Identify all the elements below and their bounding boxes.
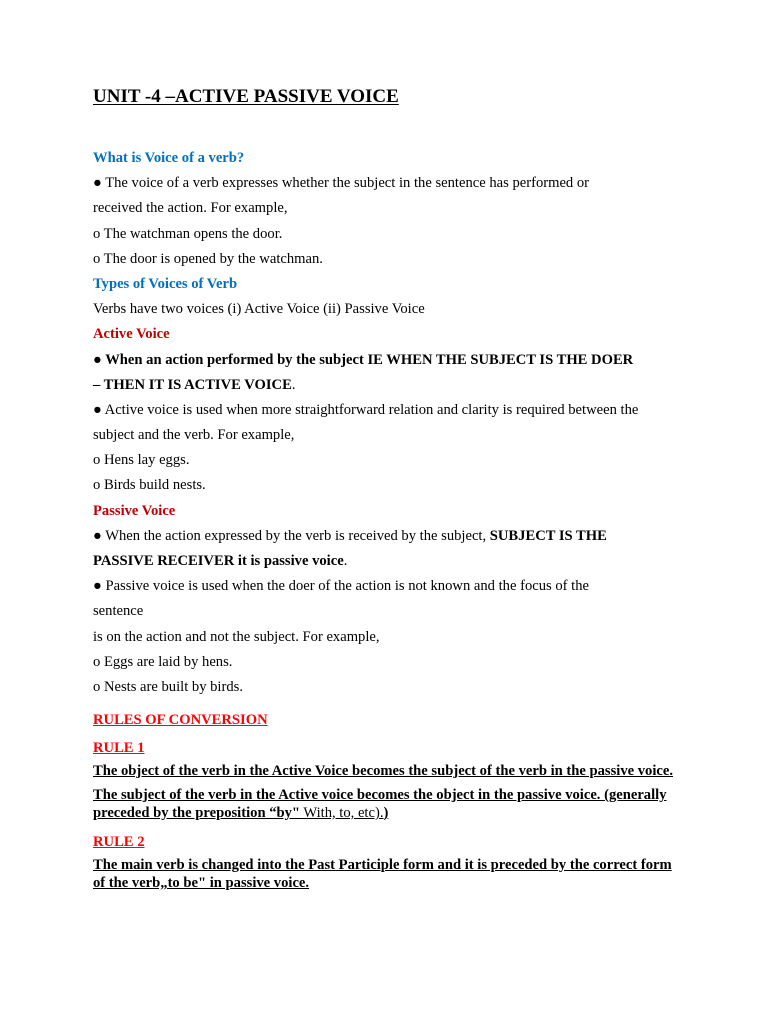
rule-1-paragraph-1: The object of the verb in the Active Voice becomes the subject of the verb in the passive voice. [93, 763, 674, 779]
rule-1-paragraph-2 [93, 786, 683, 822]
voice-definition-line-1: ● The voice of a verb expresses whether the subject in the sentence has performed or [93, 175, 590, 192]
passive-bullet-2-line-3: is on the action and not the subject. For example, [93, 628, 380, 645]
voice-example-2: o The door is opened by the watchman. [93, 250, 323, 267]
passive-bullet-1-line-1 [93, 524, 683, 549]
passive-bullet-1-bold-2: PASSIVE RECEIVER it is passive voice [93, 553, 344, 569]
passive-bullet-1-normal: ● When the action expressed by the verb is received by the subject, [93, 527, 490, 544]
voice-example-1: o The watchman opens the door. [93, 225, 283, 242]
active-bullet-1-bold: – THEN IT IS ACTIVE VOICE [93, 376, 292, 393]
active-example-1: o Hens lay eggs. [93, 452, 190, 469]
passive-example-1: o Eggs are laid by hens. [93, 653, 233, 670]
page-title: UNIT -4 –ACTIVE PASSIVE VOICE [93, 86, 399, 107]
rule-1-paragraph-2-bold: The subject of the verb in the Active voice becomes the object in the passive voice. (generally preceded by the preposition “by" [93, 787, 667, 821]
rule-2-paragraph-1: The main verb is changed into the Past Participle form and it is preceded by the correct form of the verb„to be" in passive voice. [93, 857, 672, 891]
types-heading: Types of Voices of Verb [93, 275, 238, 292]
passive-bullet-1-line-2 [93, 549, 683, 574]
rule-2-label: RULE 2 [93, 834, 145, 850]
types-line: Verbs have two voices (i) Active Voice (ii) Passive Voice [93, 301, 425, 318]
rules-heading: RULES OF CONVERSION [93, 712, 268, 728]
voice-heading: What is Voice of a verb? [93, 150, 245, 166]
active-bullet-1-line-2 [93, 373, 683, 398]
document-body [93, 146, 683, 700]
passive-bullet-1-bold: SUBJECT IS THE [489, 527, 607, 544]
passive-bullet-2-line-1: ● Passive voice is used when the doer of the action is not known and the focus of the [93, 578, 589, 595]
active-bullet-1-end: . [291, 376, 296, 393]
active-example-2: o Birds build nests. [93, 477, 206, 494]
active-bullet-2-line-1: ● Active voice is used when more straightforward relation and clarity is required between the [93, 401, 639, 418]
active-voice-heading: Active Voice [93, 326, 170, 343]
passive-bullet-2-line-2: sentence [93, 603, 144, 620]
passive-voice-heading: Passive Voice [93, 502, 176, 519]
active-bullet-1-line-1: ● When an action performed by the subject IE WHEN THE SUBJECT IS THE DOER [93, 351, 634, 368]
active-bullet-2-line-2: subject and the verb. For example, [93, 427, 295, 444]
voice-definition-line-2: received the action. For example, [93, 200, 288, 217]
rule-1-paragraph-2-normal: With, to, etc). [300, 805, 384, 821]
rules-section [93, 706, 683, 898]
rule-1-paragraph-2-close: ) [383, 805, 389, 821]
passive-example-2: o Nests are built by birds. [93, 678, 243, 695]
rule-1-label: RULE 1 [93, 740, 145, 756]
passive-bullet-1-end: . [343, 553, 348, 569]
